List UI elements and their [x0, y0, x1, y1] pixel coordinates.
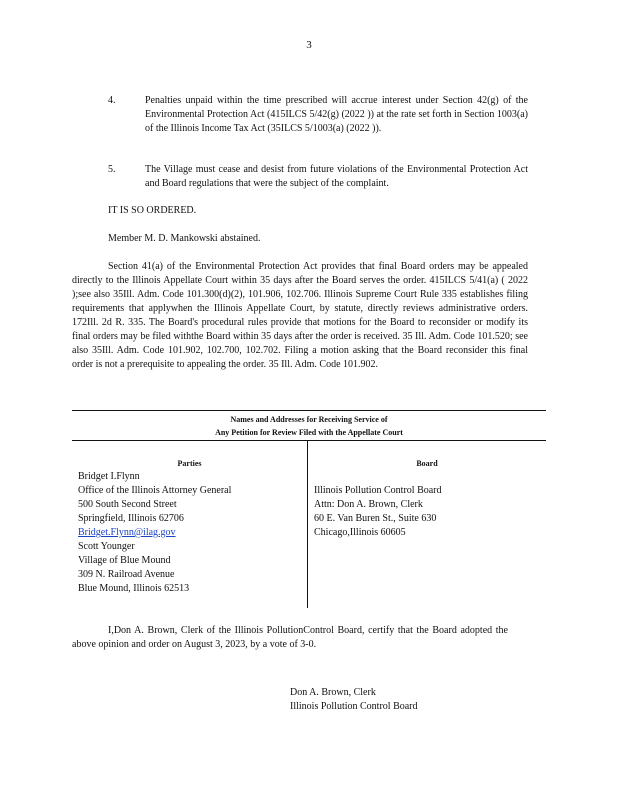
party-street-2: 309 N. Railroad Avenue	[78, 569, 175, 580]
board-city: Chicago,Illinois 60605	[314, 527, 406, 538]
table-top-rule	[72, 410, 546, 411]
parties-address-block	[78, 470, 231, 596]
order-item-5	[108, 163, 528, 191]
party-street: 500 South Second Street	[78, 499, 177, 510]
page-number: 3	[306, 39, 312, 51]
order-item-4	[108, 94, 528, 136]
item-text: The Village must cease and desist from future violations of the Environmental Protection Act and Board regulations that were the subject of the complaint.	[145, 164, 528, 189]
table-header-rule	[72, 440, 546, 441]
item-number: 5.	[108, 164, 116, 175]
abstained-note: Member M. D. Mankowski abstained.	[108, 233, 261, 244]
board-street: 60 E. Van Buren St., Suite 630	[314, 513, 437, 524]
board-address-block	[314, 484, 442, 540]
signature-name: Don A. Brown, Clerk	[290, 687, 376, 698]
item-number: 4.	[108, 95, 116, 106]
certification-paragraph: I,Don A. Brown, Clerk of the Illinois PollutionControl Board, certify that the Board adopted the above opinion and order on August 3, 2023, by a vote of 3-0.	[72, 625, 508, 650]
heading-line-1: Names and Addresses for Receiving Service of	[230, 415, 388, 424]
appeal-paragraph: Section 41(a) of the Environmental Protection Act provides that final Board orders may be appealed directly to the Illinois Appellate Court within 35 days after the Board serves the order. 415ILCS 5/41(a) ( 2022 );see also 35Ill. Adm. Code 101.300(d)(2), 101.906, 102.706. Illinois Supreme Court Rule 335 establishes filing requirements that applywhen the Illinois Appellate Court, by statute, directly reviews administrative orders. 172Ill. 2d R. 335. The Board's procedural rules provide that motions for the Board to reconsider or modify its final orders may be filed withthe Board within 35 days after the order is received. 35 Ill. Adm. Code 101.520; see also 35Ill. Adm. Code 101.902, 102.700, 102.702. Filing a motion asking that the Board reconsider this final order is not a prerequisite to appealing the order. 35 Ill. Adm. Code 101.902.	[72, 261, 528, 370]
item-text: Penalties unpaid within the time prescribed will accrue interest under Section 42(g) of the Environmental Protection Act (415ILCS 5/42(g) (2022 )) at the rate set forth in Section 1003(a) of the Illinois Income Tax Act (35ILCS 5/1003(a) (2022 )).	[145, 95, 528, 134]
party-city: Springfield, Illinois 62706	[78, 513, 184, 524]
party-office: Office of the Illinois Attorney General	[78, 485, 232, 496]
party-name-1: Bridget I.Flynn	[78, 471, 140, 482]
party-city-2: Blue Mound, Illinois 62513	[78, 583, 190, 594]
board-name: Illinois Pollution Control Board	[314, 485, 442, 496]
party-name-2: Scott Younger	[78, 541, 135, 552]
signature-block	[290, 686, 418, 714]
parties-header: Parties	[177, 459, 202, 468]
board-header: Board	[416, 459, 438, 468]
party-email-link[interactable]: Bridget.Flynn@ilag.gov	[78, 527, 176, 538]
so-ordered: IT IS SO ORDERED.	[108, 205, 197, 216]
signature-org: Illinois Pollution Control Board	[290, 701, 418, 712]
service-table-heading	[72, 413, 546, 439]
party-village: Village of Blue Mound	[78, 555, 171, 566]
heading-line-2: Any Petition for Review Filed with the Appellate Court	[215, 428, 403, 437]
board-attn: Attn: Don A. Brown, Clerk	[314, 499, 423, 510]
